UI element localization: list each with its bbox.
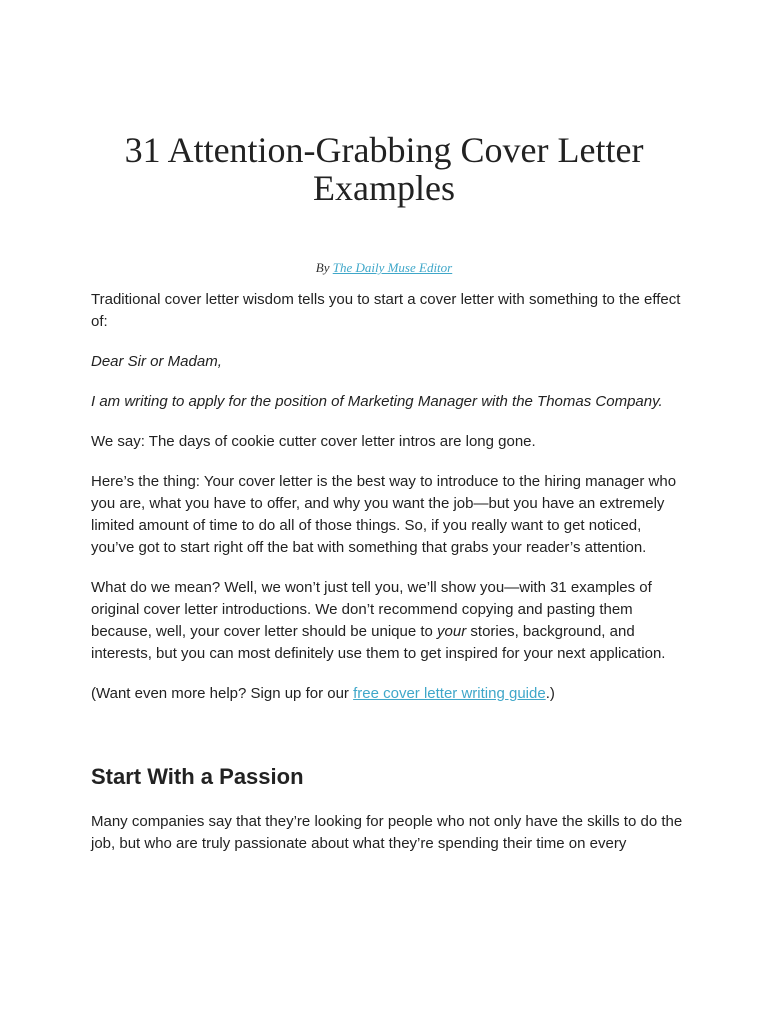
- paragraph-examples-text: What do we mean? Well, we won’t just tell you, we’ll show you—with 31 examples of original cover letter introductions. We don’t recommend copying and pasting them because, well, your cover letter should be unique to: [91, 579, 652, 640]
- paragraph-sample-opening: I am writing to apply for the position of Marketing Manager with the Thomas Company.: [91, 393, 663, 410]
- paragraph-help-text: (Want even more help? Sign up for our: [91, 685, 354, 702]
- article-body: [91, 289, 683, 873]
- paragraph-help-text-end: .): [545, 685, 555, 702]
- paragraph-explanation: Here’s the thing: Your cover letter is the best way to introduce to the hiring manager who you are, what you have to offer, and why you want the job—but you have an extremely limited amount of time to do all of those things. So, if you really want to get noticed, you’ve got to start right off the bat with something that grabs your reader’s attention.: [91, 473, 677, 556]
- paragraph-examples: [91, 577, 683, 665]
- paragraph-statement: We say: The days of cookie cutter cover letter intros are long gone.: [91, 433, 536, 450]
- section-paragraph: Many companies say that they’re looking for people who not only have the skills to do the job, but who are truly passionate about what they’re spending their time on every: [91, 813, 683, 852]
- paragraph-intro: Traditional cover letter wisdom tells you to start a cover letter with something to the effect of:: [91, 291, 681, 330]
- paragraph-examples-emphasis: your: [437, 623, 467, 640]
- byline-prefix: By: [315, 260, 333, 275]
- byline: [184, 259, 584, 277]
- paragraph-help: [91, 683, 683, 705]
- section-heading: Start With a Passion: [91, 764, 304, 789]
- writing-guide-link[interactable]: free cover letter writing guide: [353, 685, 546, 702]
- author-link[interactable]: The Daily Muse Editor: [332, 260, 453, 275]
- paragraph-examples-text-end: stories, background, and interests, but you can most definitely use them to get inspired for your next application.: [91, 623, 666, 662]
- article-title: 31 Attention-Grabbing Cover Letter Examples: [124, 130, 644, 208]
- paragraph-salutation: Dear Sir or Madam,: [91, 353, 222, 370]
